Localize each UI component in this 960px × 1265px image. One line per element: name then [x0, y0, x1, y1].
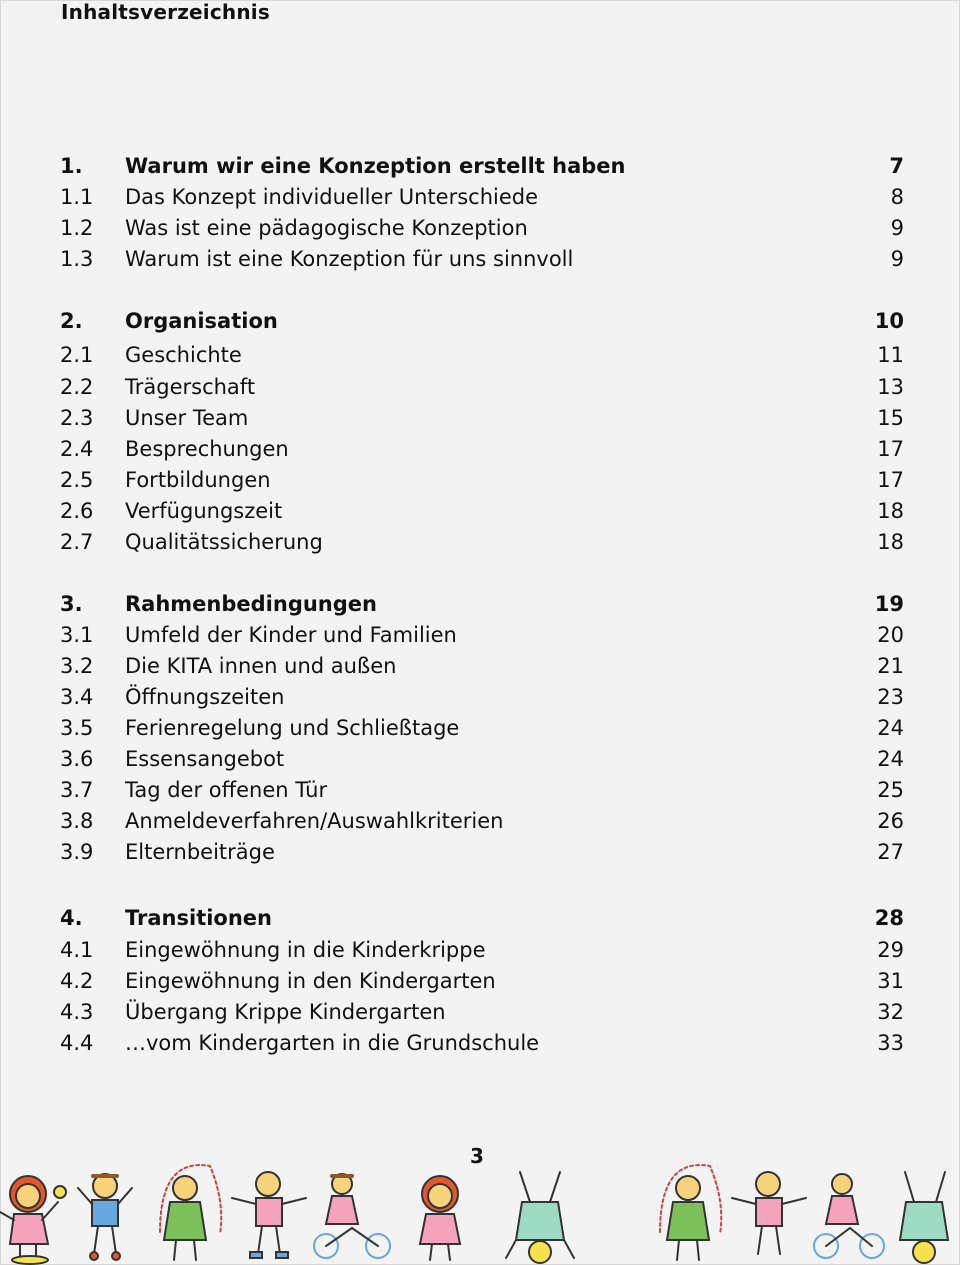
- toc-title: Öffnungszeiten: [125, 685, 285, 709]
- toc-entry[interactable]: [60, 182, 904, 212]
- toc-number: 4.3: [60, 1000, 94, 1024]
- toc-page: 23: [877, 685, 904, 709]
- toc-title: Übergang Krippe Kindergarten: [125, 1000, 446, 1024]
- toc-page: 19: [874, 592, 904, 616]
- page-title: Inhaltsverzeichnis: [61, 0, 270, 24]
- toc-page: 21: [877, 654, 904, 678]
- toc-title: Das Konzept individueller Unterschiede: [125, 185, 539, 209]
- toc-page: 11: [877, 343, 904, 367]
- toc-page: 17: [877, 468, 904, 492]
- toc-entry[interactable]: [60, 837, 904, 867]
- toc-page: 10: [874, 309, 904, 333]
- toc-title: Qualitätssicherung: [125, 530, 323, 554]
- toc-section[interactable]: [60, 903, 904, 933]
- kid-figure: [0, 1176, 66, 1264]
- toc-page: 29: [877, 938, 904, 962]
- toc-entry[interactable]: [60, 966, 904, 996]
- toc-title: Trägerschaft: [125, 375, 256, 399]
- toc-page: 28: [874, 906, 904, 930]
- toc-page: 20: [877, 623, 904, 647]
- toc-title: Unser Team: [125, 406, 249, 430]
- children-border-illustration: [0, 1162, 960, 1265]
- toc-section[interactable]: [60, 151, 904, 181]
- toc-title: Transitionen: [125, 906, 272, 930]
- toc-number: 4.1: [60, 938, 94, 962]
- toc-title: …vom Kindergarten in die Grundschule: [125, 1031, 540, 1055]
- toc-page: 25: [877, 778, 904, 802]
- toc-entry[interactable]: [60, 620, 904, 650]
- kid-figure: [314, 1174, 390, 1258]
- toc-title: Die KITA innen und außen: [125, 654, 397, 678]
- toc-number: 2.4: [60, 437, 94, 461]
- toc-title: Rahmenbedingungen: [125, 592, 377, 616]
- toc-title: Elternbeiträge: [125, 840, 275, 864]
- toc-number: 3.6: [60, 747, 94, 771]
- toc-title: Umfeld der Kinder und Familien: [125, 623, 457, 647]
- toc-page: 15: [877, 406, 904, 430]
- toc-entry[interactable]: [60, 213, 904, 243]
- toc-entry[interactable]: [60, 651, 904, 681]
- kid-figure: [420, 1176, 460, 1260]
- kid-figure: [78, 1174, 132, 1260]
- toc-title: Essensangebot: [125, 747, 285, 771]
- toc-page: 7: [889, 154, 904, 178]
- toc-number: 2.1: [60, 343, 94, 367]
- toc-entry[interactable]: [60, 997, 904, 1027]
- toc-page: 9: [890, 247, 904, 271]
- toc-number: 4.: [60, 906, 83, 930]
- toc-entry[interactable]: [60, 713, 904, 743]
- toc-page: 17: [877, 437, 904, 461]
- toc-number: 1.3: [60, 247, 94, 271]
- toc-entry[interactable]: [60, 806, 904, 836]
- toc-entry[interactable]: [60, 1028, 904, 1058]
- toc-page: 24: [877, 747, 904, 771]
- kid-figure: [232, 1172, 306, 1258]
- toc-entry[interactable]: [60, 434, 904, 464]
- toc-title: Ferienregelung und Schließtage: [125, 716, 460, 740]
- toc-entry[interactable]: [60, 935, 904, 965]
- toc-entry[interactable]: [60, 744, 904, 774]
- toc-page: 13: [877, 375, 904, 399]
- toc-number: 3.2: [60, 654, 94, 678]
- toc-title: Verfügungszeit: [125, 499, 283, 523]
- toc-page: 18: [877, 530, 904, 554]
- toc-page: 33: [877, 1031, 904, 1055]
- toc-entry[interactable]: [60, 775, 904, 805]
- toc-number: 3.9: [60, 840, 94, 864]
- toc-page: 24: [877, 716, 904, 740]
- toc-number: 2.6: [60, 499, 94, 523]
- toc-number: 1.: [60, 154, 83, 178]
- toc-number: 2.2: [60, 375, 94, 399]
- toc-number: 3.4: [60, 685, 94, 709]
- toc-title: Warum wir eine Konzeption erstellt haben: [125, 154, 626, 178]
- toc-title: Anmeldeverfahren/Auswahlkriterien: [125, 809, 504, 833]
- toc-page: 32: [877, 1000, 904, 1024]
- toc-entry[interactable]: [60, 372, 904, 402]
- kid-figure: [900, 1172, 948, 1263]
- toc-number: 3.5: [60, 716, 94, 740]
- kid-figure: [506, 1172, 574, 1263]
- page-number: 3: [470, 1144, 484, 1168]
- toc-page: 27: [877, 840, 904, 864]
- toc-number: 3.7: [60, 778, 94, 802]
- toc-title: Warum ist eine Konzeption für uns sinnvoll: [125, 247, 574, 271]
- toc-page: 26: [877, 809, 904, 833]
- toc-number: 3.1: [60, 623, 94, 647]
- toc-entry[interactable]: [60, 244, 904, 274]
- kid-figure: [660, 1165, 721, 1260]
- toc-number: 1.1: [60, 185, 94, 209]
- toc-number: 4.2: [60, 969, 94, 993]
- toc-title: Organisation: [125, 309, 278, 333]
- toc-title: Tag der offenen Tür: [125, 778, 328, 802]
- toc-title: Besprechungen: [125, 437, 289, 461]
- toc-title: Fortbildungen: [125, 468, 271, 492]
- toc-number: 3.: [60, 592, 83, 616]
- toc-number: 4.4: [60, 1031, 94, 1055]
- toc-entry[interactable]: [60, 340, 904, 370]
- toc-page: 9: [890, 216, 904, 240]
- kid-figure: [732, 1172, 806, 1254]
- toc-title: Was ist eine pädagogische Konzeption: [125, 216, 528, 240]
- toc-number: 2.7: [60, 530, 94, 554]
- toc-entry[interactable]: [60, 403, 904, 433]
- toc-title: Eingewöhnung in die Kinderkrippe: [125, 938, 486, 962]
- toc-section[interactable]: [60, 306, 904, 336]
- toc-number: 2.: [60, 309, 83, 333]
- kid-figure: [814, 1174, 884, 1258]
- toc-number: 3.8: [60, 809, 94, 833]
- toc-page: 18: [877, 499, 904, 523]
- toc-section[interactable]: [60, 589, 904, 619]
- toc-entry[interactable]: [60, 682, 904, 712]
- kid-figure: [160, 1165, 221, 1260]
- toc-number: 2.5: [60, 468, 94, 492]
- toc-entry[interactable]: [60, 465, 904, 495]
- toc-title: Eingewöhnung in den Kindergarten: [125, 969, 496, 993]
- toc-entry[interactable]: [60, 527, 904, 557]
- toc-page: 31: [877, 969, 904, 993]
- toc-entry[interactable]: [60, 496, 904, 526]
- toc-number: 2.3: [60, 406, 94, 430]
- toc-number: 1.2: [60, 216, 94, 240]
- toc-page: 8: [890, 185, 904, 209]
- toc-title: Geschichte: [125, 343, 242, 367]
